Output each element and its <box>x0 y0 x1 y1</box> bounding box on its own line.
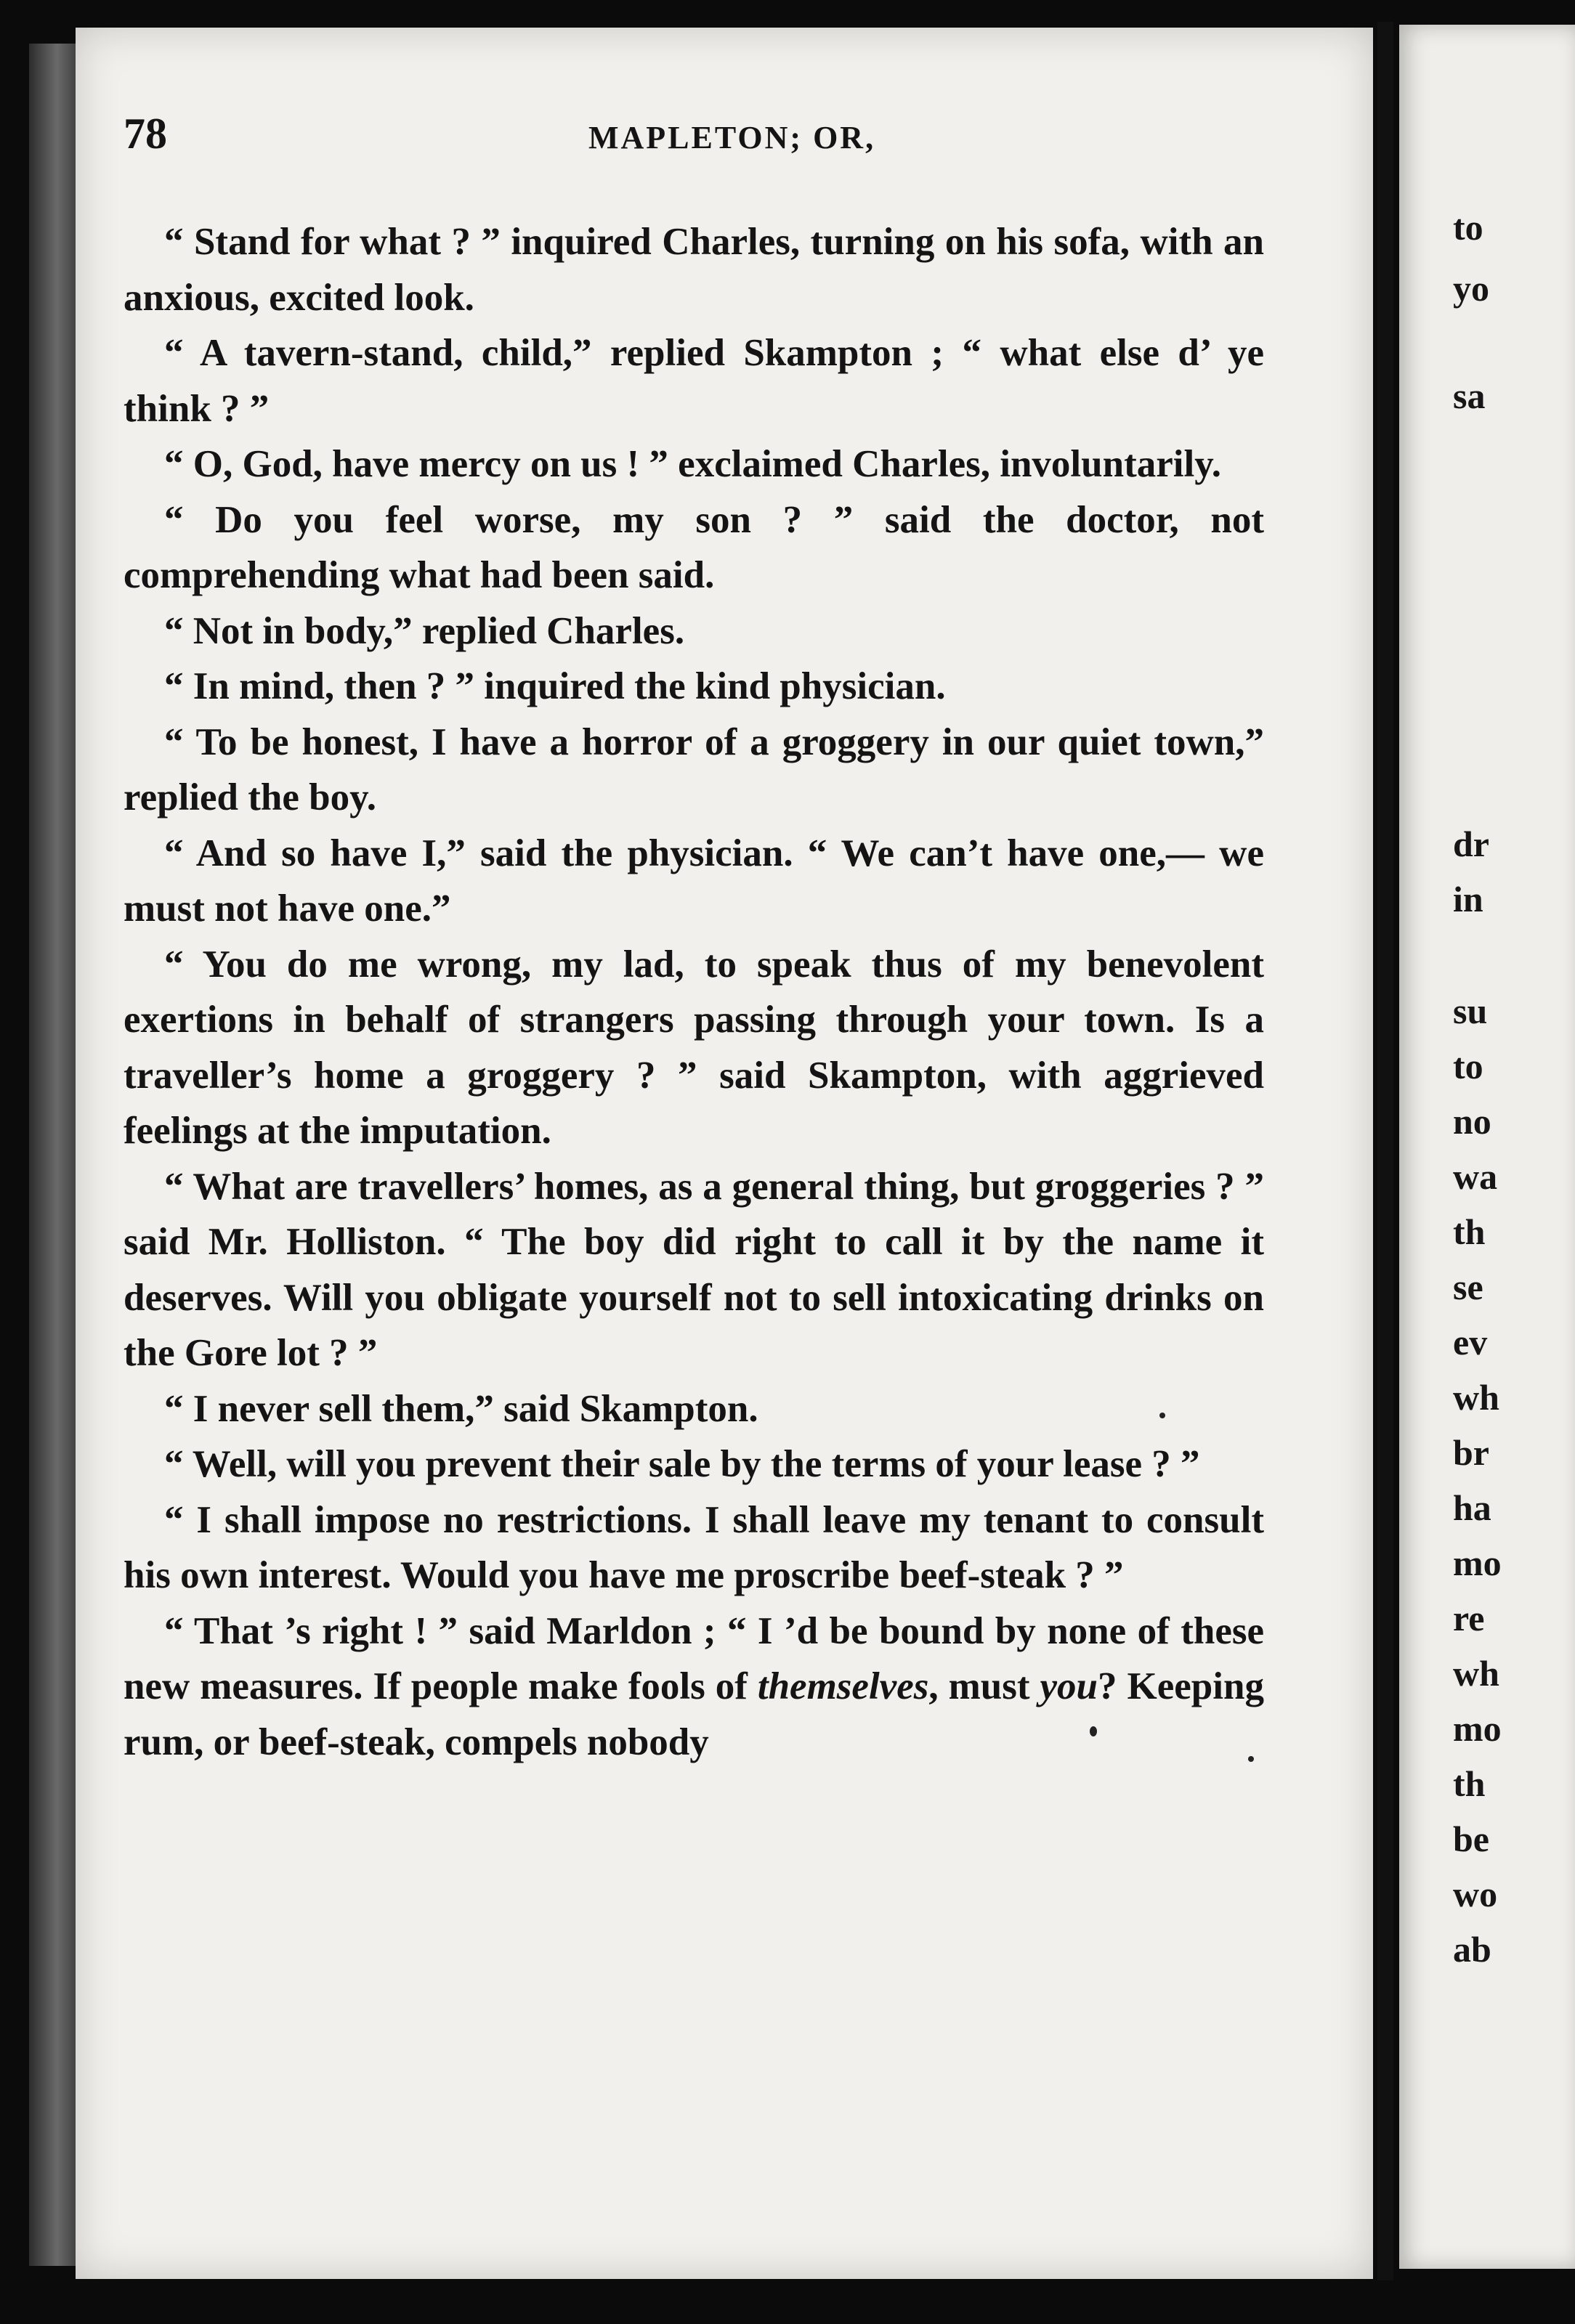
paragraph: “ Do you feel worse, my son ? ” said the doctor, not comprehending what had been said. <box>124 498 1264 596</box>
text-fragment: ev <box>1453 1322 1488 1362</box>
paragraph: “ You do me wrong, my lad, to speak thus of my benevolent exertions in behalf of strangers passing through your town. Is a traveller’s home a groggery ? ” said Skampton, with aggrieved feelings at the imputation. <box>124 943 1264 1152</box>
text-fragment: to <box>1453 1046 1483 1086</box>
text-run: ? Keeping rum, or beef-steak, compels nobody <box>124 1665 1264 1763</box>
text-fragment: in <box>1453 879 1483 919</box>
paragraph: “ And so have I,” said the physician. “ We can’t have one,— we must not have one.” <box>124 832 1264 930</box>
page-body <box>124 214 1264 1770</box>
page-gutter <box>1377 22 1393 2280</box>
paragraph-last <box>124 1604 1264 1771</box>
text-fragment: th <box>1453 1763 1486 1804</box>
paragraph: “ I shall impose no restrictions. I shall leave my tenant to consult his own interest. Would you have me proscribe beef-steak ? ” <box>124 1498 1264 1596</box>
text-fragment: se <box>1453 1267 1483 1307</box>
paragraph: “ In mind, then ? ” inquired the kind physician. <box>164 665 946 707</box>
text-fragment: th <box>1453 1211 1486 1252</box>
paragraph: “ O, God, have mercy on us ! ” exclaimed Charles, involuntarily. <box>164 443 1222 485</box>
text-fragment: ha <box>1453 1487 1491 1528</box>
paragraph: “ A tavern-stand, child,” replied Skampton ; “ what else d’ ye think ? ” <box>124 332 1264 430</box>
paragraph: “ I never sell them,” said Skampton. <box>164 1387 758 1430</box>
text-fragment: mo <box>1453 1543 1502 1583</box>
text-fragment: wa <box>1453 1156 1498 1197</box>
text-fragment: re <box>1453 1598 1485 1638</box>
ink-speck <box>1159 1413 1165 1418</box>
paragraph: “ Well, will you prevent their sale by the terms of your lease ? ” <box>164 1443 1200 1485</box>
running-head: MAPLETON; OR, <box>588 120 876 155</box>
page-header <box>124 109 1264 174</box>
paragraph: “ Stand for what ? ” inquired Charles, turning on his sofa, with an anxious, excited look. <box>124 221 1264 319</box>
text-fragment: wh <box>1453 1377 1499 1418</box>
text-fragment: br <box>1453 1432 1489 1473</box>
text-run: , must <box>928 1665 1040 1707</box>
text-fragment: su <box>1453 991 1488 1031</box>
text-fragment: dr <box>1453 824 1489 864</box>
text-run: “ That ’s right ! ” said Marldon ; “ I ’d be bound by none of these new measures. If people make fools of <box>124 1609 1264 1707</box>
ink-speck <box>1248 1756 1254 1762</box>
text-fragment: be <box>1453 1819 1489 1859</box>
ink-speck <box>1090 1726 1097 1736</box>
paragraph: “ Not in body,” replied Charles. <box>164 609 685 652</box>
text-fragment: wh <box>1453 1653 1499 1694</box>
book-binding-edge <box>29 44 80 2266</box>
paragraph: “ To be honest, I have a horror of a groggery in our quiet town,” replied the boy. <box>124 720 1264 818</box>
page-number: 78 <box>124 110 167 158</box>
italic-word: themselves <box>757 1665 929 1707</box>
text-fragment: sa <box>1453 375 1486 416</box>
paragraph: “ What are travellers’ homes, as a general thing, but groggeries ? ” said Mr. Holliston. “ The boy did right to call it by the name it deserves. Will you obligate yourself not to sell intoxicating drinks on the Gore lot ? ” <box>124 1165 1264 1374</box>
text-fragment: yo <box>1453 268 1489 309</box>
facing-page-text-fragments <box>1453 0 1569 2179</box>
text-fragment: ab <box>1453 1929 1491 1970</box>
text-fragment: mo <box>1453 1708 1502 1749</box>
text-fragment: no <box>1453 1101 1491 1142</box>
italic-word: you <box>1040 1665 1098 1707</box>
text-fragment: wo <box>1453 1874 1498 1914</box>
text-fragment: to <box>1453 207 1483 248</box>
